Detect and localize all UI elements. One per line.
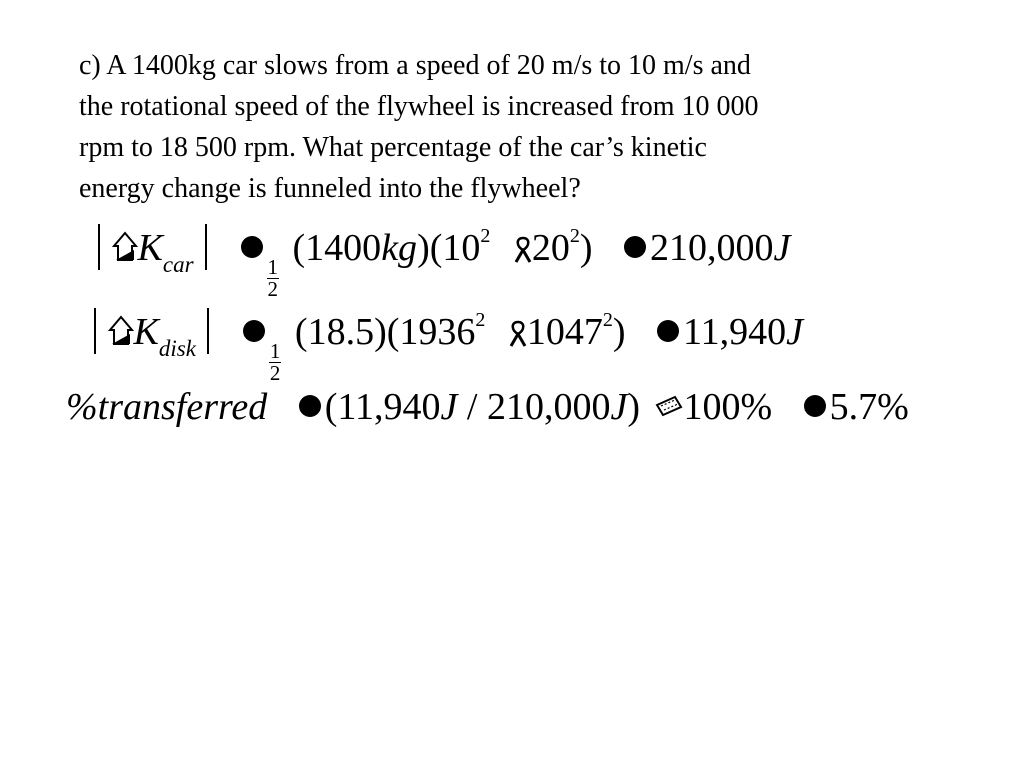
minus-glyph-icon — [512, 234, 534, 264]
percent-term-1: (11,940 — [324, 386, 441, 428]
disk-subscript: disk — [158, 336, 196, 361]
problem-line-2: the rotational speed of the flywheel is increased from 10 000 — [79, 91, 759, 122]
car-energy-equation — [96, 224, 790, 300]
percent-unit-1: J — [440, 386, 458, 428]
problem-statement — [79, 45, 959, 209]
percent-transferred-equation — [66, 388, 909, 426]
disk-term-3: ) — [612, 311, 626, 353]
percent-result: 5.7% — [829, 386, 909, 428]
car-exponent-1: 2 — [480, 225, 491, 247]
abs-bar-left — [94, 308, 96, 354]
disk-result-unit: J — [786, 311, 804, 353]
disk-exponent-2: 2 — [602, 309, 613, 331]
car-term-1: (1400 — [292, 227, 382, 269]
percent-slash: / — [457, 386, 487, 428]
abs-bar-left — [98, 224, 100, 270]
equals-glyph-icon — [299, 395, 321, 417]
equals-glyph-icon — [804, 395, 826, 417]
car-term-2: )(10 — [417, 227, 481, 269]
disk-result: 11,940 — [683, 311, 787, 353]
percent-unit-2: J — [610, 386, 628, 428]
half-fraction: $\frac{1}{2}$ — [269, 339, 281, 385]
car-exponent-2: 2 — [569, 225, 580, 247]
disk-energy-equation — [92, 308, 803, 384]
equals-glyph-icon — [241, 236, 263, 258]
disk-term-1: (18.5)(1936 — [294, 311, 476, 353]
car-subscript: car — [162, 252, 194, 277]
problem-line-4: energy change is funneled into the flywheel? — [79, 173, 581, 204]
delta-glyph-icon — [112, 230, 138, 264]
car-unit-kg: kg — [381, 227, 418, 269]
car-result-unit: J — [773, 227, 791, 269]
minus-glyph-icon — [507, 318, 529, 348]
car-term-4: ) — [579, 227, 593, 269]
car-k-symbol: K — [137, 227, 163, 269]
car-result: 210,000 — [650, 227, 774, 269]
percent-term-4: 100% — [683, 386, 773, 428]
disk-k-symbol: K — [133, 311, 159, 353]
half-fraction: $\frac{1}{2}$ — [267, 255, 279, 301]
percent-label: %transferred — [66, 386, 268, 428]
delta-glyph-icon — [108, 314, 134, 348]
problem-line-1: c) A 1400kg car slows from a speed of 20 m/s to 10 m/s and — [79, 50, 751, 81]
abs-bar-right — [207, 308, 209, 354]
percent-term-2: 210,000 — [486, 386, 611, 428]
abs-bar-right — [205, 224, 207, 270]
disk-term-2: 1047 — [526, 311, 603, 353]
times-glyph-icon — [655, 395, 683, 417]
disk-exponent-1: 2 — [475, 309, 486, 331]
equals-glyph-icon — [657, 320, 679, 342]
car-term-3: 20 — [531, 227, 570, 269]
equals-glyph-icon — [243, 320, 265, 342]
equals-glyph-icon — [624, 236, 646, 258]
problem-line-3: rpm to 18 500 rpm. What percentage of the car’s kinetic — [79, 132, 707, 163]
percent-term-3: ) — [627, 386, 640, 428]
